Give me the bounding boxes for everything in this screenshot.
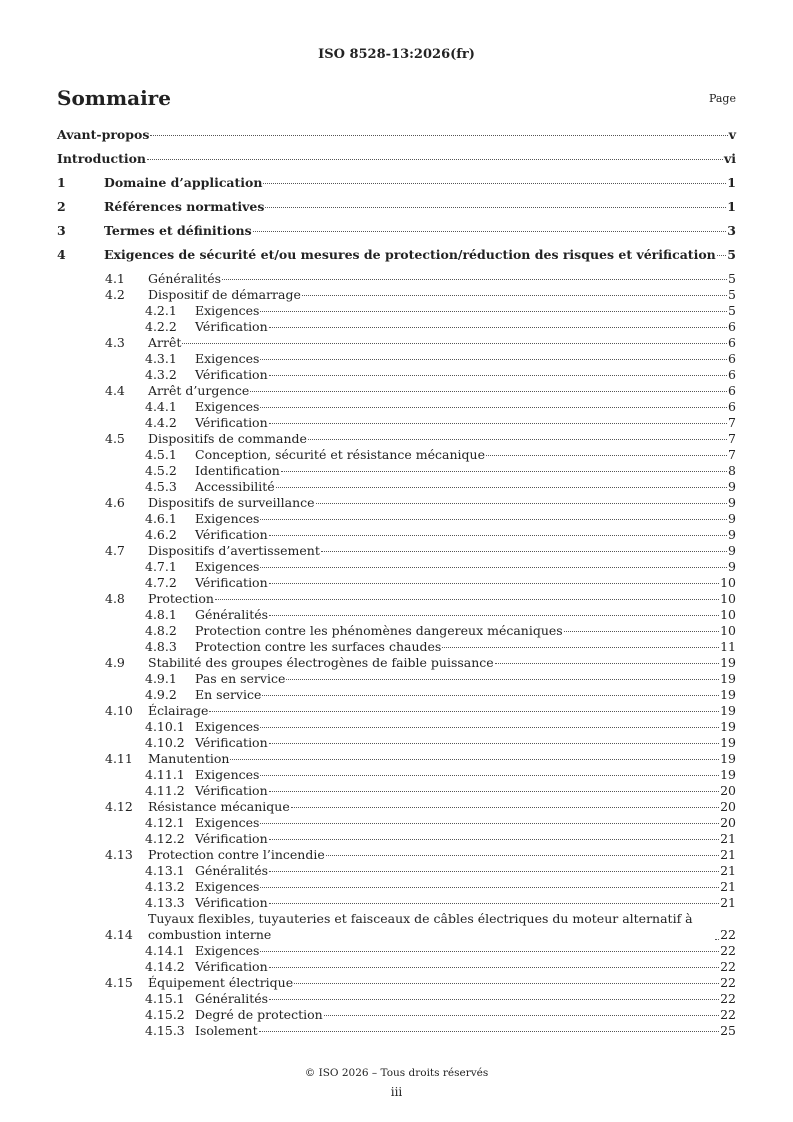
toc-entry-page: 6 [728,351,736,366]
toc-leader-dots [265,207,726,208]
toc-entry-page: 22 [720,927,736,942]
toc-entry-number: 4.14.1 [145,943,185,958]
toc-entry-number: 4.15.3 [145,1023,185,1038]
toc-entry-number: 4.11.1 [145,767,185,782]
toc-entry-page: 21 [720,863,736,878]
toc-leader-dots [286,679,719,680]
toc-entry[interactable] [57,271,736,287]
toc-entry-number: 4.3.2 [145,367,177,382]
toc-leader-dots [324,1015,719,1016]
toc-entry-title: Tuyaux flexibles, tuyauteries et faisceaux de câbles électriques du moteur alternatif à combustion interne [148,911,693,942]
toc-entry[interactable] [57,447,736,463]
toc-entry-page: 9 [728,511,736,526]
toc-entry[interactable] [57,351,736,367]
toc-entry[interactable] [57,151,736,167]
toc-leader-dots [260,311,727,312]
toc-entry-page: 22 [720,991,736,1006]
toc-entry-title: Généralités [195,991,269,1006]
toc-leader-dots [564,631,719,632]
toc-leader-dots [715,939,719,940]
toc-entry-title: Introduction [57,151,147,166]
toc-entry-number: 4.7.2 [145,575,177,590]
toc-leader-dots [291,807,719,808]
toc-entry-page: 6 [728,399,736,414]
toc-entry-number: 4.7.1 [145,559,177,574]
toc-entry-page: 21 [720,879,736,894]
toc-entry-title: Vérification [195,959,268,974]
toc-entry[interactable] [57,575,736,591]
toc-entry-number: 4.9.2 [145,687,177,702]
toc-entry-title: Exigences [195,767,260,782]
toc-entry-page: 8 [728,463,736,478]
toc-entry-number: 4.5 [105,431,125,446]
toc-entry-page: 9 [728,495,736,510]
toc-entry-page: 25 [720,1023,736,1038]
toc-leader-dots [260,519,727,520]
table-of-contents [57,127,736,1039]
toc-leader-dots [260,567,727,568]
toc-entry-page: 19 [720,655,736,670]
toc-leader-dots [260,727,719,728]
toc-leader-dots [302,295,727,296]
toc-entry-page: 5 [728,287,736,302]
toc-entry[interactable] [57,479,736,495]
toc-entry-title: Exigences [195,351,260,366]
toc-entry-title: Exigences [195,559,260,574]
toc-entry-page: 10 [720,607,736,622]
toc-entry-number: 4.1 [105,271,125,286]
toc-entry-number: 4.10 [105,703,133,718]
toc-entry[interactable] [57,199,736,215]
toc-entry[interactable] [57,671,736,687]
toc-leader-dots [150,135,727,136]
toc-entry-title: Vérification [195,895,268,910]
toc-entry-title: Domaine d’application [104,175,263,190]
toc-entry-page: 6 [728,383,736,398]
toc-entry[interactable] [57,799,736,815]
toc-entry[interactable] [57,831,736,847]
toc-entry-number: 4.13.2 [145,879,185,894]
toc-entry-title: Protection [148,591,214,606]
toc-entry-number: 4 [57,247,66,262]
toc-entry-title: Exigences [195,399,260,414]
toc-entry-page: 19 [720,735,736,750]
toc-entry-number: 4.14 [105,927,133,942]
toc-entry-page: 10 [720,591,736,606]
toc-entry[interactable] [57,495,736,511]
toc-entry[interactable] [57,463,736,479]
toc-entry-title: Termes et définitions [104,223,252,238]
toc-entry[interactable] [57,879,736,895]
toc-entry-page: 5 [727,247,736,262]
toc-leader-dots [442,647,719,648]
page-column-label: Page [708,92,736,105]
toc-entry-number: 4.9.1 [145,671,177,686]
toc-entry[interactable] [57,703,736,719]
toc-entry-title: Accessibilité [195,479,275,494]
toc-leader-dots [260,407,727,408]
toc-entry[interactable] [57,783,736,799]
toc-entry-number: 4.6 [105,495,125,510]
toc-entry-page: 22 [720,975,736,990]
toc-entry[interactable] [57,591,736,607]
toc-entry-title: Protection contre l’incendie [148,847,325,862]
toc-entry-page: 22 [720,959,736,974]
toc-entry[interactable] [57,383,736,399]
toc-entry-page: 20 [720,783,736,798]
toc-entry[interactable] [57,303,736,319]
toc-entry-title: Stabilité des groupes électrogènes de faible puissance [148,655,494,670]
toc-entry-title: Protection contre les phénomènes dangereux mécaniques [195,623,563,638]
toc-entry[interactable] [57,175,736,191]
toc-entry-number: 4.5.3 [145,479,177,494]
toc-entry-page: 22 [720,1007,736,1022]
toc-entry[interactable] [57,847,736,863]
toc-entry-title: Généralités [195,863,269,878]
toc-leader-dots [717,255,727,256]
toc-leader-dots [281,471,727,472]
toc-entry-number: 3 [57,223,66,238]
toc-entry[interactable] [57,559,736,575]
toc-entry-number: 4.6.2 [145,527,177,542]
toc-leader-dots [308,439,727,440]
toc-leader-dots [269,999,719,1000]
toc-entry-page: 7 [728,415,736,430]
toc-entry-page: 9 [728,527,736,542]
toc-entry-number: 4.15.1 [145,991,185,1006]
toc-entry[interactable] [57,527,736,543]
toc-entry-page: 19 [720,767,736,782]
toc-entry[interactable] [57,367,736,383]
toc-entry-page: 6 [728,319,736,334]
toc-entry-title: Avant-propos [57,127,150,142]
toc-entry[interactable] [57,735,736,751]
toc-entry-page: 19 [720,703,736,718]
toc-entry-page: v [728,127,736,142]
toc-entry-title: Vérification [195,735,268,750]
toc-entry-number: 4.5.1 [145,447,177,462]
toc-entry-page: 21 [720,831,736,846]
toc-entry-page: 19 [720,671,736,686]
toc-entry[interactable] [57,911,736,943]
toc-entry-page: 1 [727,175,736,190]
toc-entry-page: 3 [727,223,736,238]
toc-entry[interactable] [57,399,736,415]
toc-entry-title: Arrêt d’urgence [148,383,250,398]
toc-entry-page: 10 [720,575,736,590]
toc-entry[interactable] [57,991,736,1007]
toc-entry-number: 4.8.3 [145,639,177,654]
toc-entry-title: Arrêt [148,335,182,350]
toc-entry-title: Exigences [195,719,260,734]
toc-entry[interactable] [57,943,736,959]
toc-leader-dots [269,583,719,584]
toc-leader-dots [260,359,727,360]
toc-leader-dots [269,743,719,744]
toc-entry-number: 4.10.1 [145,719,185,734]
toc-leader-dots [269,791,719,792]
toc-entry-number: 4.15 [105,975,133,990]
toc-entry-title: Vérification [195,415,268,430]
toc-entry[interactable] [57,639,736,655]
toc-entry-number: 1 [57,175,66,190]
toc-entry[interactable] [57,863,736,879]
toc-entry-title: Dispositifs d’avertissement [148,543,320,558]
toc-entry-title: Vérification [195,367,268,382]
toc-entry-number: 4.3 [105,335,125,350]
toc-entry-title: Protection contre les surfaces chaudes [195,639,442,654]
toc-leader-dots [321,551,727,552]
toc-entry[interactable] [57,655,736,671]
toc-entry-title: Exigences [195,879,260,894]
toc-entry[interactable] [57,719,736,735]
toc-entry[interactable] [57,623,736,639]
toc-entry-number: 4.4 [105,383,125,398]
toc-entry-page: 20 [720,815,736,830]
toc-entry-number: 4.13 [105,847,133,862]
toc-entry[interactable] [57,335,736,351]
toc-entry[interactable] [57,607,736,623]
toc-leader-dots [209,711,719,712]
toc-entry[interactable] [57,223,736,239]
toc-entry-title: Généralités [148,271,222,286]
toc-entry[interactable] [57,767,736,783]
toc-leader-dots [269,375,727,376]
toc-entry-title: Conception, sécurité et résistance mécanique [195,447,486,462]
toc-entry-page: 9 [728,559,736,574]
toc-entry-number: 4.2 [105,287,125,302]
toc-entry-page: 19 [720,719,736,734]
toc-leader-dots [230,759,719,760]
toc-entry[interactable] [57,511,736,527]
toc-entry-page: 19 [720,751,736,766]
toc-entry-number: 4.2.2 [145,319,177,334]
toc-entry-title: Vérification [195,527,268,542]
toc-entry-number: 4.12.2 [145,831,185,846]
toc-leader-dots [269,423,727,424]
toc-entry-title: Références normatives [104,199,265,214]
toc-entry-title: Identification [195,463,280,478]
toc-leader-dots [250,391,727,392]
toc-entry-title: Généralités [195,607,269,622]
toc-entry[interactable] [57,975,736,991]
toc-leader-dots [147,159,723,160]
toc-entry-number: 4.8 [105,591,125,606]
toc-entry-number: 4.13.3 [145,895,185,910]
toc-entry-number: 4.6.1 [145,511,177,526]
toc-leader-dots [260,823,719,824]
toc-entry-number: 4.5.2 [145,463,177,478]
toc-entry-number: 2 [57,199,66,214]
toc-entry-number: 4.11.2 [145,783,185,798]
toc-leader-dots [269,535,727,536]
toc-entry[interactable] [57,415,736,431]
toc-entry-page: 5 [728,271,736,286]
toc-entry-title: Exigences [195,303,260,318]
toc-leader-dots [316,503,727,504]
toc-entry-number: 4.3.1 [145,351,177,366]
toc-entry-number: 4.13.1 [145,863,185,878]
toc-entry-title: Exigences [195,943,260,958]
toc-leader-dots [253,231,727,232]
toc-leader-dots [269,903,719,904]
toc-entry-page: 7 [728,447,736,462]
footer-page-number: iii [390,1085,403,1099]
toc-entry-number: 4.4.2 [145,415,177,430]
toc-entry[interactable] [57,319,736,335]
toc-entry-page: 6 [728,335,736,350]
toc-entry-number: 4.7 [105,543,125,558]
toc-entry[interactable] [57,687,736,703]
toc-entry-page: 11 [720,639,736,654]
toc-entry-title: Exigences [195,815,260,830]
toc-leader-dots [215,599,719,600]
toc-leader-dots [269,615,719,616]
toc-entry-title: Pas en service [195,671,286,686]
toc-entry-title: Dispositifs de commande [148,431,307,446]
toc-entry-title: Manutention [148,751,230,766]
toc-leader-dots [326,855,719,856]
toc-entry-number: 4.12.1 [145,815,185,830]
toc-entry[interactable] [57,287,736,303]
toc-entry[interactable] [57,1023,736,1039]
toc-leader-dots [294,983,719,984]
toc-entry-title: En service [195,687,262,702]
toc-entry-title: Équipement électrique [148,975,294,990]
toc-entry-title: Exigences de sécurité et/ou mesures de protection/réduction des risques et vérification [104,247,716,262]
toc-leader-dots [263,183,726,184]
toc-entry-page: 19 [720,687,736,702]
toc-leader-dots [260,887,719,888]
toc-entry[interactable] [57,1007,736,1023]
toc-leader-dots [269,839,719,840]
toc-leader-dots [260,951,719,952]
toc-entry[interactable] [57,895,736,911]
toc-entry[interactable] [57,127,736,143]
toc-entry-page: 22 [720,943,736,958]
toc-entry-page: 5 [728,303,736,318]
toc-leader-dots [486,455,727,456]
toc-entry-page: 9 [728,479,736,494]
toc-entry-page: 6 [728,367,736,382]
toc-entry-title: Isolement [195,1023,258,1038]
toc-leader-dots [262,695,719,696]
toc-entry-number: 4.8.1 [145,607,177,622]
toc-entry-number: 4.10.2 [145,735,185,750]
toc-entry-page: vi [723,151,736,166]
toc-leader-dots [259,1031,719,1032]
toc-leader-dots [269,967,719,968]
toc-leader-dots [269,871,719,872]
toc-entry-title: Éclairage [148,703,209,718]
toc-leader-dots [182,343,727,344]
toc-entry-title: Dispositifs de surveillance [148,495,315,510]
toc-entry[interactable] [57,431,736,447]
document-id: ISO 8528-13:2026(fr) [318,47,475,62]
toc-entry[interactable] [57,815,736,831]
toc-entry-number: 4.2.1 [145,303,177,318]
toc-entry-title: Dispositif de démarrage [148,287,301,302]
toc-entry-number: 4.8.2 [145,623,177,638]
toc-leader-dots [222,279,727,280]
toc-leader-dots [260,775,719,776]
toc-entry-page: 21 [720,847,736,862]
toc-entry-title: Vérification [195,319,268,334]
toc-entry-page: 20 [720,799,736,814]
toc-entry-title: Exigences [195,511,260,526]
toc-entry[interactable] [57,959,736,975]
toc-entry-title: Degré de protection [195,1007,323,1022]
toc-entry[interactable] [57,543,736,559]
footer-copyright: © ISO 2026 – Tous droits réservés [304,1067,489,1079]
toc-entry-title: Vérification [195,575,268,590]
toc-entry-page: 10 [720,623,736,638]
toc-entry-page: 9 [728,543,736,558]
toc-entry-page: 7 [728,431,736,446]
toc-entry[interactable] [57,751,736,767]
toc-entry[interactable] [57,247,736,263]
toc-entry-number: 4.14.2 [145,959,185,974]
toc-entry-page: 1 [727,199,736,214]
toc-entry-number: 4.11 [105,751,133,766]
toc-leader-dots [495,663,719,664]
toc-entry-page: 21 [720,895,736,910]
toc-entry-number: 4.15.2 [145,1007,185,1022]
toc-entry-title: Vérification [195,783,268,798]
toc-leader-dots [269,327,727,328]
toc-entry-number: 4.9 [105,655,125,670]
toc-entry-title: Résistance mécanique [148,799,290,814]
toc-leader-dots [276,487,727,488]
toc-entry-number: 4.12 [105,799,133,814]
page-title: Sommaire [57,86,171,110]
toc-entry-number: 4.4.1 [145,399,177,414]
toc-entry-title: Vérification [195,831,268,846]
